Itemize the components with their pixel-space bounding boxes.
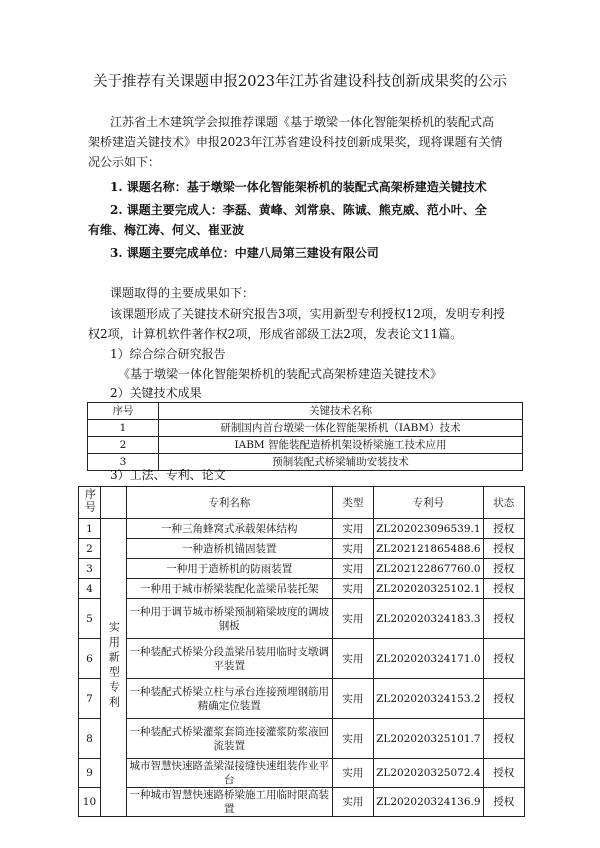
cell-status: 授权 — [483, 639, 524, 679]
cell-no: 1 — [79, 519, 101, 539]
cell-type: 实用 — [332, 719, 373, 759]
intro-line-3: 况公示如下： — [88, 155, 161, 169]
cell-patent-name: 一种用于造桥机的防雨装置 — [126, 559, 332, 579]
cell-status: 授权 — [483, 559, 524, 579]
table-row — [79, 679, 525, 719]
section-3-heading: 3）工法、专利、论文 — [110, 468, 226, 482]
section-2-heading: 2）关键技术成果 — [110, 386, 202, 400]
cell-patent-name: 一种装配式桥梁灌浆套筒连接灌浆防浆液回流装置 — [126, 719, 332, 759]
cell-type: 实用 — [332, 559, 373, 579]
col-header-tech-name: 关键技术名称 — [159, 403, 523, 420]
patent-table — [78, 486, 525, 817]
cell-tech-name: IABM 智能装配造桥机架设桥梁施工技术应用 — [159, 437, 523, 454]
table-row — [79, 519, 525, 539]
cell-no: 2 — [79, 539, 101, 559]
results-heading: 课题取得的主要成果如下： — [110, 286, 255, 300]
cell-type: 实用 — [332, 579, 373, 599]
cell-patent-number: ZL202020325102.1 — [374, 579, 483, 599]
item-main-contributors-cont: 有维、梅江涛、何义、崔亚波 — [88, 223, 245, 237]
cell-no: 8 — [79, 719, 101, 759]
col-header-type: 类型 — [332, 487, 373, 519]
cell-no: 10 — [79, 788, 101, 817]
cell-patent-number: ZL202020324153.2 — [374, 679, 483, 719]
cell-patent-number: ZL202020325101.7 — [374, 719, 483, 759]
table-header-row — [79, 487, 525, 519]
table-row — [79, 759, 525, 788]
cell-type: 实用 — [332, 599, 373, 639]
col-header-no: 序号 — [79, 487, 101, 519]
cell-patent-name: 一种用于调节城市桥梁预制箱梁坡度的调坡钢板 — [126, 599, 332, 639]
cell-patent-number: ZL202020324136.9 — [374, 788, 483, 817]
results-summary-2: 权2项，计算机软件著作权2项，形成省部级工法2项，发表论文11篇。 — [88, 327, 463, 341]
col-header-status: 状态 — [483, 487, 524, 519]
item-main-contributors: 2. 课题主要完成人：李磊、黄峰、刘常泉、陈诚、熊克威、范小叶、全 — [110, 203, 487, 217]
cell-no: 1 — [88, 420, 159, 437]
section-1-heading: 1）综合综合研究报告 — [110, 347, 226, 361]
item-topic-name: 1. 课题名称：基于墩梁一体化智能架桥机的装配式高架桥建造关键技术 — [110, 180, 487, 194]
cell-tech-name: 预制装配式桥梁辅助安装技术 — [159, 454, 523, 471]
col-header-no: 序号 — [88, 403, 159, 420]
col-header-patent-number: 专利号 — [374, 487, 483, 519]
key-tech-table — [87, 402, 523, 471]
cell-type: 实用 — [332, 759, 373, 788]
cell-type: 实用 — [332, 519, 373, 539]
cell-no: 2 — [88, 437, 159, 454]
item-main-unit: 3. 课题主要完成单位：中建八局第三建设有限公司 — [110, 246, 379, 260]
cell-patent-name: 一种城市智慧快速路桥梁施工用临时限高装置 — [126, 788, 332, 817]
cell-patent-number: ZL202023096539.1 — [374, 519, 483, 539]
cell-no: 9 — [79, 759, 101, 788]
cell-group-label: 实用新型专利 — [100, 519, 126, 817]
table-row — [79, 788, 525, 817]
intro-line-1: 江苏省土木建筑学会拟推荐课题《基于墩梁一体化智能架桥机的装配式高 — [110, 115, 495, 129]
table-row — [88, 420, 523, 437]
cell-patent-name: 一种造桥机锚固装置 — [126, 539, 332, 559]
cell-status: 授权 — [483, 519, 524, 539]
cell-status: 授权 — [483, 599, 524, 639]
cell-patent-name: 城市智慧快速路盖梁湿接缝快速组装作业平台 — [126, 759, 332, 788]
cell-tech-name: 研制国内首台墩梁一体化智能架桥机（IABM）技术 — [159, 420, 523, 437]
cell-patent-number: ZL202122867760.0 — [374, 559, 483, 579]
cell-type: 实用 — [332, 788, 373, 817]
cell-type: 实用 — [332, 639, 373, 679]
cell-status: 授权 — [483, 759, 524, 788]
table-header-row — [88, 403, 523, 420]
cell-status: 授权 — [483, 679, 524, 719]
intro-line-2: 架桥建造关键技术》申报2023年江苏省建设科技创新成果奖，现将课题有关情 — [88, 135, 503, 149]
col-header-patent-name: 专利名称 — [126, 487, 332, 519]
cell-status: 授权 — [483, 788, 524, 817]
table-row — [79, 559, 525, 579]
cell-patent-number: ZL202020324183.3 — [374, 599, 483, 639]
cell-no: 6 — [79, 639, 101, 679]
cell-patent-number: ZL202020325072.4 — [374, 759, 483, 788]
cell-patent-number: ZL202020324171.0 — [374, 639, 483, 679]
cell-type: 实用 — [332, 679, 373, 719]
cell-no: 3 — [79, 559, 101, 579]
results-summary-1: 该课题形成了关键技术研究报告3项，实用新型专利授权12项，发明专利授 — [110, 307, 505, 321]
cell-no: 4 — [79, 579, 101, 599]
cell-status: 授权 — [483, 719, 524, 759]
table-row — [79, 639, 525, 679]
cell-patent-name: 一种三角蜂窝式承载架体结构 — [126, 519, 332, 539]
cell-status: 授权 — [483, 579, 524, 599]
cell-no: 5 — [79, 599, 101, 639]
col-header-blank — [100, 487, 126, 519]
table-row — [79, 539, 525, 559]
cell-no: 3 — [88, 454, 159, 471]
cell-patent-name: 一种装配式桥梁立柱与承台连接预埋钢筋用精确定位装置 — [126, 679, 332, 719]
cell-no: 7 — [79, 679, 101, 719]
table-row — [79, 599, 525, 639]
cell-patent-number: ZL202121865488.6 — [374, 539, 483, 559]
cell-type: 实用 — [332, 539, 373, 559]
table-row — [88, 437, 523, 454]
document-title: 关于推荐有关课题申报2023年江苏省建设科技创新成果奖的公示 — [93, 74, 507, 90]
table-row — [79, 579, 525, 599]
cell-patent-name: 一种用于城市桥梁装配化盖梁吊装托架 — [126, 579, 332, 599]
table-row — [79, 719, 525, 759]
section-1-report: 《基于墩梁一体化智能架桥机的装配式高架桥建造关键技术》 — [118, 367, 443, 381]
cell-patent-name: 一种装配式桥梁分段盖梁吊装用临时支墩调平装置 — [126, 639, 332, 679]
cell-status: 授权 — [483, 539, 524, 559]
